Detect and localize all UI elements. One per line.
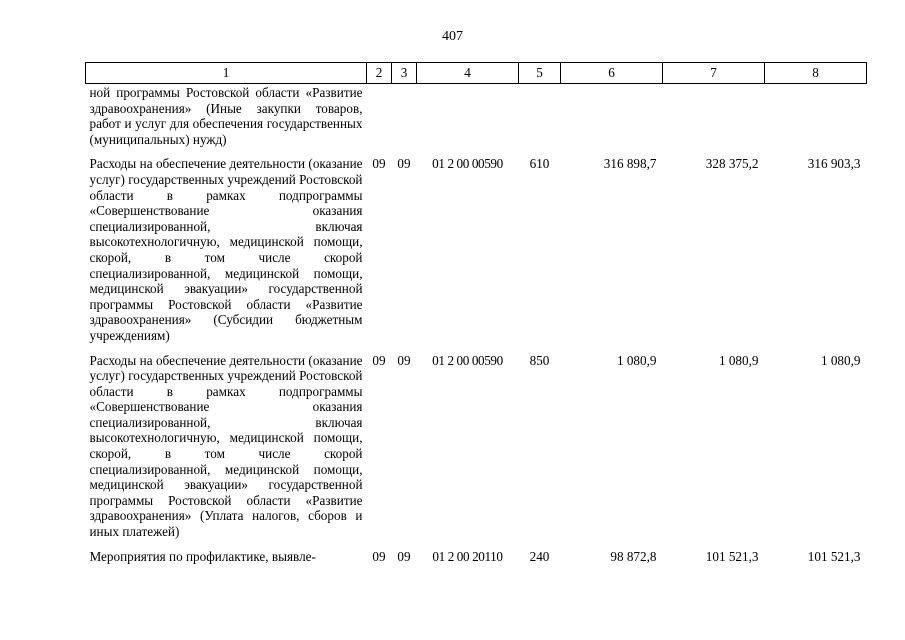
row-target-code: 01 2 00 00590 xyxy=(432,352,503,368)
row-amount-col-7 xyxy=(663,84,765,157)
row-expense-type: 610 xyxy=(529,156,550,172)
row-amount-col-8: 1 080,9 xyxy=(820,352,861,368)
header-col-7: 7 xyxy=(663,63,765,84)
table-row xyxy=(86,549,867,565)
row-description: Мероприятия по профилактике, выявле- xyxy=(89,548,316,564)
row-expense-type: 850 xyxy=(529,352,550,368)
row-target-code: 01 2 00 00590 xyxy=(432,156,503,172)
header-col-1: 1 xyxy=(86,63,367,84)
row-amount-col-8 xyxy=(765,84,867,157)
header-col-3: 3 xyxy=(392,63,417,84)
row-section: 09 xyxy=(372,352,386,368)
row-description: ной программы Ростовской области «Развитие здравоохранения» (Иные закупки товаров, работ и услуг для обеспечения государственных (муниципальных) нужд) xyxy=(89,85,363,147)
row-target-code xyxy=(417,84,519,157)
row-section: 09 xyxy=(372,156,386,172)
row-target-code: 01 2 00 20110 xyxy=(432,548,503,564)
row-section xyxy=(367,84,392,157)
header-col-4: 4 xyxy=(417,63,519,84)
row-amount-col-8: 316 903,3 xyxy=(807,156,861,172)
row-amount-col-7: 101 521,3 xyxy=(705,548,759,564)
budget-table xyxy=(85,62,867,564)
row-amount-col-6: 98 872,8 xyxy=(610,548,657,564)
header-row xyxy=(86,63,867,84)
header-col-6: 6 xyxy=(561,63,663,84)
row-section: 09 xyxy=(372,548,386,564)
row-amount-col-6: 316 898,7 xyxy=(603,156,657,172)
table-row xyxy=(86,156,867,352)
table-row xyxy=(86,353,867,549)
table-row xyxy=(86,84,867,157)
row-subsection: 09 xyxy=(397,548,411,564)
header-col-2: 2 xyxy=(367,63,392,84)
header-col-8: 8 xyxy=(765,63,867,84)
row-amount-col-7: 1 080,9 xyxy=(718,352,759,368)
row-amount-col-8: 101 521,3 xyxy=(807,548,861,564)
row-description: Расходы на обеспечение деятельности (оказание услуг) государственных учреждений Ростовской области в рамках подпрограммы «Совершенствование оказания специализированной, включая высокотехнологичную, медицинской помощи, скорой, в том числе скорой специализированной, медицинской помощи, медицинской эвакуации» государственной программы Ростовской области «Развитие здравоохранения» (Уплата налогов, сборов и иных платежей) xyxy=(89,352,363,540)
row-expense-type: 240 xyxy=(529,548,550,564)
header-col-5: 5 xyxy=(519,63,561,84)
row-subsection: 09 xyxy=(397,156,411,172)
row-description: Расходы на обеспечение деятельности (оказание услуг) государственных учреждений Ростовской области в рамках подпрограммы «Совершенствование оказания специализированной, включая высокотехнологичную, медицинской помощи, скорой, в том числе скорой специализированной, медицинской помощи, медицинской эвакуации» государственной программы Ростовской области «Развитие здравоохранения» (Субсидии бюджетным учреждениям) xyxy=(89,156,363,343)
row-amount-col-6: 1 080,9 xyxy=(616,352,657,368)
row-amount-col-6 xyxy=(561,84,663,157)
row-subsection: 09 xyxy=(397,352,411,368)
row-amount-col-7: 328 375,2 xyxy=(705,156,759,172)
row-expense-type xyxy=(519,84,561,157)
row-subsection xyxy=(392,84,417,157)
page-number: 407 xyxy=(442,29,463,44)
